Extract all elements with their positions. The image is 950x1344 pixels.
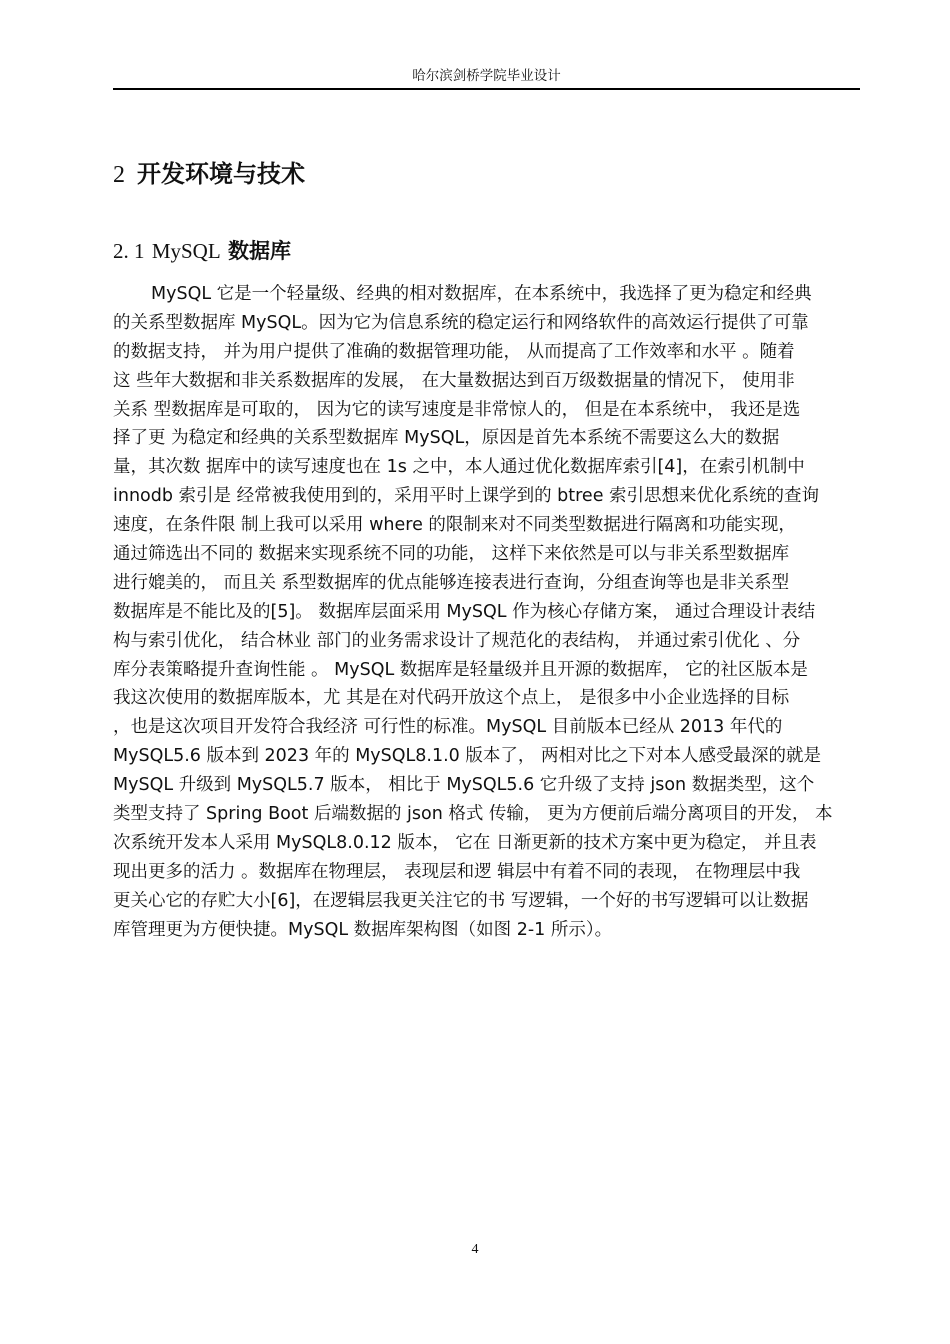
page-header: 哈尔滨剑桥学院毕业设计 (113, 66, 860, 90)
body-line: 量，其次数 据库中的读写速度也在 1s 之中，本人通过优化数据库索引[4]，在索引机制中 (113, 457, 805, 478)
body-line: 通过筛选出不同的 数据来实现系统不同的功能， 这样下来依然是可以与非关系型数据库 (113, 544, 790, 565)
section-number: 2. 1 (113, 239, 145, 263)
body-line: 现出更多的活力 。数据库在物理层， 表现层和逻 辑层中有着不同的表现， 在物理层中我 (113, 861, 801, 882)
body-paragraph (113, 280, 867, 944)
body-line: 库分表策略提升查询性能 。 MySQL 数据库是轻量级并且开源的数据库， 它的社区版本是 (113, 659, 808, 680)
body-line: 择了更 为稳定和经典的关系型数据库 MySQL，原因是首先本系统不需要这么大的数据 (113, 428, 780, 449)
body-line: 速度，在条件限 制上我可以采用 where 的限制来对不同类型数据进行隔离和功能实现， (113, 515, 796, 536)
body-line: 进行媲美的， 而且关 系型数据库的优点能够连接表进行查询，分组查询等也是非关系型 (113, 572, 790, 593)
chapter-title (113, 156, 305, 193)
body-line: 我这次使用的数据库版本，尤 其是在对代码开放这个点上， 是很多中小企业选择的目标 (113, 688, 790, 709)
body-line: MySQL 升级到 MySQL5.7 版本， 相比于 MySQL5.6 它升级了支持 json 数据类型，这个 (113, 775, 815, 796)
section-title (113, 235, 291, 267)
body-line: 关系 型数据库是可取的， 因为它的读写速度是非常惊人的， 但是在本系统中， 我还是选 (113, 399, 801, 420)
chapter-number: 2 (113, 162, 125, 188)
body-line: MySQL5.6 版本到 2023 年的 MySQL8.1.0 版本了， 两相对比之下对本人感受最深的就是 (113, 746, 821, 767)
body-line: 更关心它的存贮大小[6]，在逻辑层我更关注它的书 写逻辑，一个好的书写逻辑可以让数据 (113, 890, 809, 911)
body-line: 构与索引优化， 结合林业 部门的业务需求设计了规范化的表结构， 并通过索引优化 、分 (113, 630, 801, 651)
body-line: 的关系型数据库 MySQL。因为它为信息系统的稳定运行和网络软件的高效运行提供了可靠 (113, 312, 809, 333)
body-line: 次系统开发本人采用 MySQL8.0.12 版本， 它在 日渐更新的技术方案中更为稳定， 并且表 (113, 832, 817, 853)
chapter-title-text: 开发环境与技术 (137, 160, 305, 188)
body-line: 类型支持了 Spring Boot 后端数据的 json 格式 传输， 更为方便前后端分离项目的开发， 本 (113, 804, 833, 825)
body-line: MySQL 它是一个轻量级、经典的相对数据库，在本系统中，我选择了更为稳定和经典 (151, 284, 812, 304)
page-number: 4 (471, 1242, 479, 1257)
body-line: 数据库是不能比及的[5]。 数据库层面采用 MySQL 作为核心存储方案， 通过合理设计表结 (113, 601, 816, 622)
body-line: innodb 索引是 经常被我使用到的，采用平时上课学到的 btree 索引思想来优化系统的查询 (113, 486, 820, 507)
body-line: ，也是这次项目开发符合我经济 可行性的标准。MySQL 目前版本已经从 2013 年代的 (113, 717, 783, 738)
body-line: 这 些年大数据和非关系数据库的发展， 在大量数据达到百万级数据量的情况下， 使用非 (113, 370, 795, 391)
body-line: 库管理更为方便快捷。MySQL 数据库架构图（如图 2-1 所示）。 (113, 919, 613, 940)
section-title-en: MySQL (151, 239, 221, 263)
section-title-cn: 数据库 (227, 239, 291, 263)
body-line: 的数据支持， 并为用户提供了准确的数据管理功能， 从而提高了工作效率和水平 。随着 (113, 341, 795, 362)
